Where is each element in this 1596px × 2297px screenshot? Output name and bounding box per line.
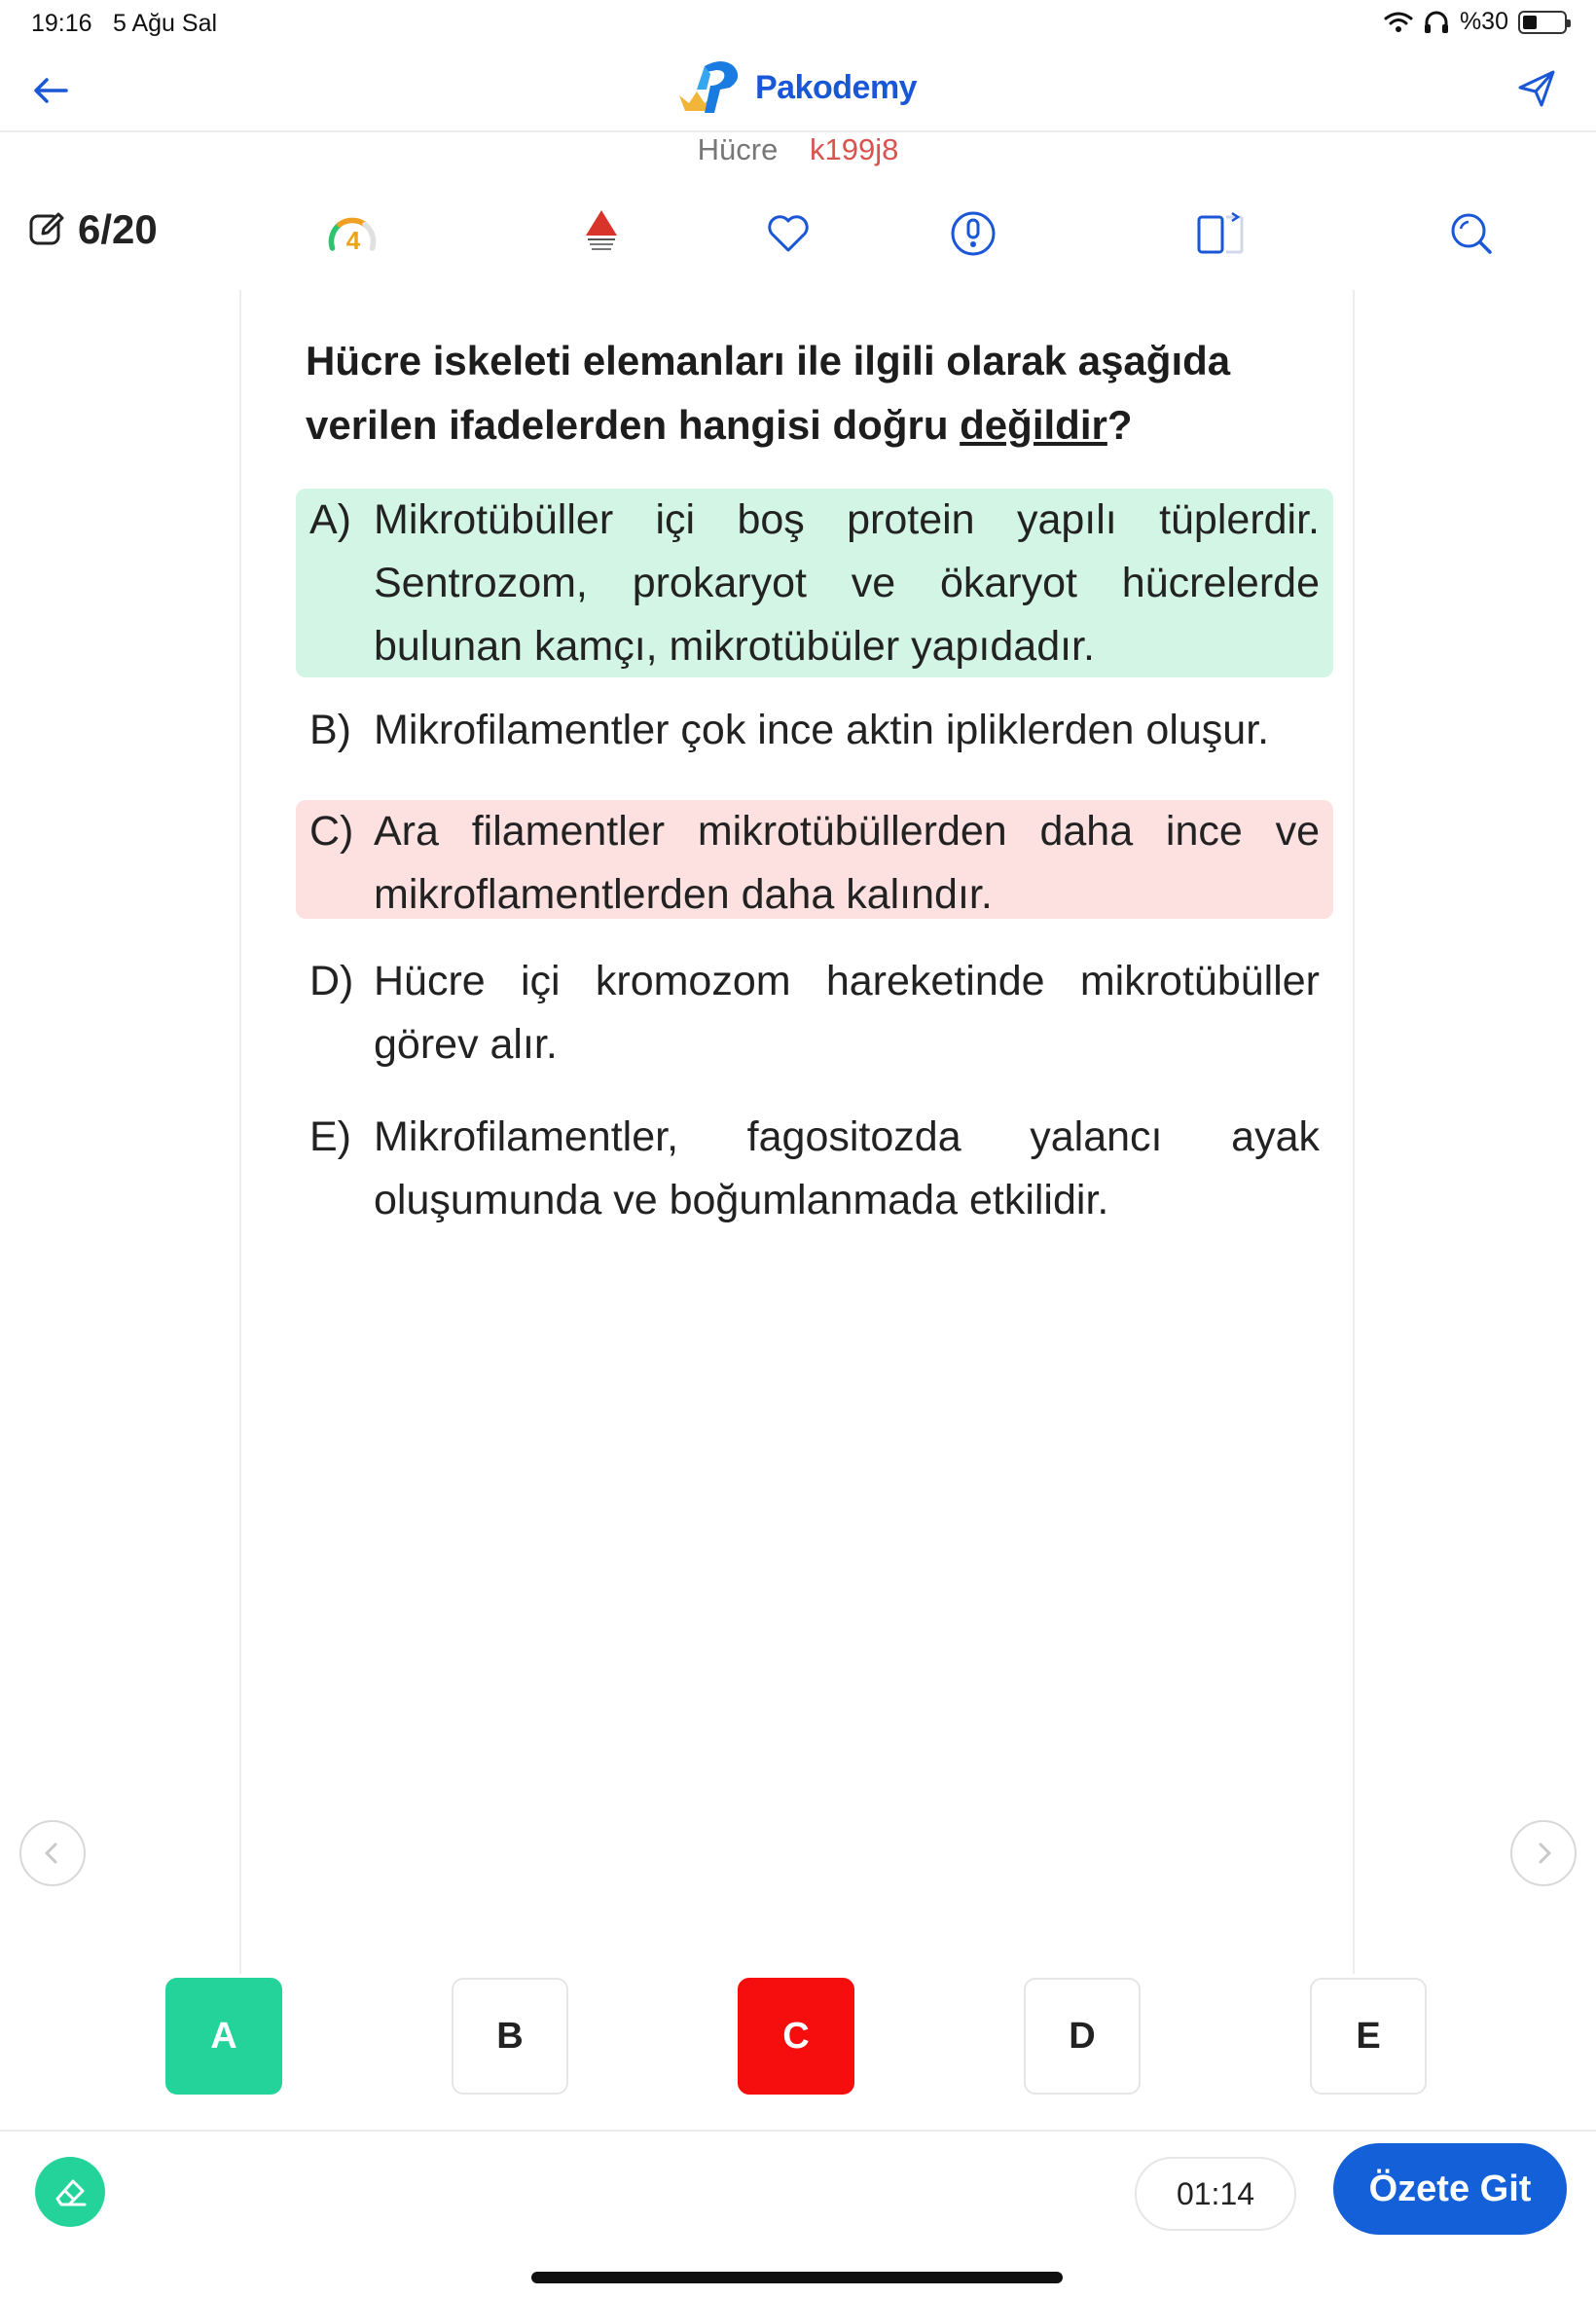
send-button[interactable]	[1512, 64, 1561, 113]
next-question-button[interactable]	[1510, 1820, 1577, 1886]
status-indicators	[1384, 8, 1567, 36]
question-panel	[239, 290, 1355, 1974]
publisher-logo	[574, 206, 629, 261]
option-letter: B)	[309, 707, 351, 753]
previous-question-button[interactable]	[19, 1820, 86, 1886]
crown-logo-icon	[675, 56, 745, 119]
search-button[interactable]	[1444, 206, 1499, 261]
arrow-left-icon	[27, 66, 76, 115]
option-text: Mikrofilamentler, fagositozda yalancı ayak oluşumunda ve boğumlanmada etkilidir.	[374, 1113, 1320, 1223]
edit-icon	[27, 210, 66, 249]
question-text	[306, 329, 1318, 457]
question-subtitle	[0, 132, 1596, 167]
question-code[interactable]: k199j8	[809, 132, 899, 166]
answer-d-button[interactable]: D	[1024, 1978, 1141, 2095]
question-text-main: Hücre iskeleti elemanları ile ilgili olarak aşağıda verilen ifadelerden hangisi doğru	[306, 338, 1231, 448]
battery-percent: %30	[1459, 8, 1508, 35]
option-d[interactable]	[296, 950, 1333, 1076]
wifi-icon	[1384, 11, 1413, 34]
eraser-button[interactable]	[35, 2157, 105, 2227]
option-e[interactable]	[296, 1106, 1333, 1232]
option-text: Ara filamentler mikrotübüllerden daha ince ve mikroflamentlerden daha kalındır.	[374, 808, 1320, 918]
option-b[interactable]	[296, 699, 1333, 767]
footer-bar	[0, 2130, 1596, 2297]
option-letter: C)	[309, 808, 354, 855]
home-indicator[interactable]	[531, 2272, 1063, 2283]
difficulty-gauge[interactable]	[325, 206, 380, 261]
app-name: Pakodemy	[755, 68, 918, 106]
publisher-logo-icon	[580, 206, 623, 261]
topic-label: Hücre	[697, 132, 779, 166]
back-button[interactable]	[27, 66, 76, 115]
headphones-icon	[1423, 11, 1450, 34]
difficulty-value: 4	[345, 226, 361, 255]
answer-b-button[interactable]: B	[452, 1978, 568, 2095]
eraser-icon	[50, 2171, 91, 2212]
status-time: 19:16	[31, 10, 92, 37]
option-letter: D)	[309, 958, 354, 1004]
answer-c-button[interactable]: C	[738, 1978, 854, 2095]
status-bar	[0, 0, 1596, 47]
battery-icon	[1518, 11, 1567, 34]
app-logo	[675, 56, 917, 119]
option-letter: A)	[309, 496, 351, 543]
status-date: 5 Ağu Sal	[113, 10, 218, 37]
option-c[interactable]	[296, 800, 1333, 919]
option-letter: E)	[309, 1113, 351, 1160]
split-view-button[interactable]	[1193, 206, 1248, 261]
chevron-right-icon	[1529, 1839, 1558, 1868]
go-to-summary-button[interactable]: Özete Git	[1333, 2143, 1567, 2235]
send-icon	[1512, 64, 1561, 113]
answer-e-button[interactable]: E	[1310, 1978, 1427, 2095]
answer-a-button[interactable]: A	[165, 1978, 282, 2095]
app-header	[0, 47, 1596, 132]
heart-icon	[764, 209, 813, 258]
alert-icon	[949, 209, 998, 258]
split-view-icon	[1193, 209, 1248, 258]
question-negation: değildir	[960, 402, 1107, 448]
timer: 01:14	[1135, 2157, 1296, 2231]
option-text: Mikrotübüller içi boş protein yapılı tüplerdir. Sentrozom, prokaryot ve ökaryot hücrelerde bulunan kamçı, mikrotübüler yapıdadır.	[374, 496, 1320, 670]
option-text: Hücre içi kromozom hareketinde mikrotübüller görev alır.	[374, 958, 1320, 1068]
report-button[interactable]	[946, 206, 1000, 261]
question-counter-text: 6/20	[78, 206, 158, 252]
chevron-left-icon	[38, 1839, 67, 1868]
question-counter[interactable]	[27, 206, 158, 253]
answer-bar	[0, 1978, 1596, 2095]
option-a[interactable]	[296, 489, 1333, 677]
question-toolbar	[0, 195, 1596, 273]
option-text: Mikrofilamentler çok ince aktin ipliklerden oluşur.	[374, 707, 1270, 753]
search-icon	[1447, 209, 1496, 258]
question-mark: ?	[1106, 402, 1133, 448]
favorite-button[interactable]	[761, 206, 816, 261]
